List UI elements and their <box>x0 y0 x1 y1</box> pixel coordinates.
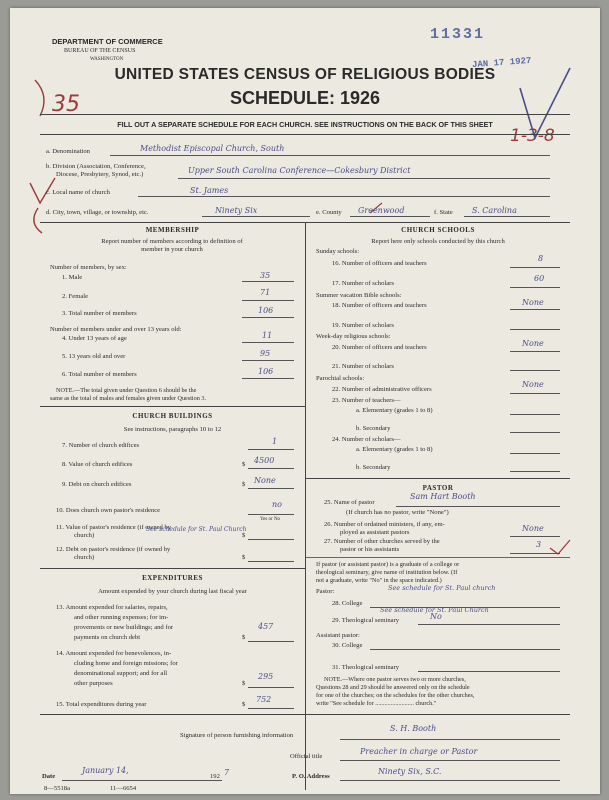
corner-pencil-mark: 1-3-8 <box>510 126 555 146</box>
bureau-name: BUREAU OF THE CENSUS <box>64 48 136 54</box>
division-value[interactable]: Upper South Carolina Conference—Cokesbury District <box>188 166 411 175</box>
q3-value[interactable]: 106 <box>258 306 274 315</box>
q13-label: 13. Amount expended for salaries, repairs, <box>56 604 168 611</box>
q9-dollar: $ <box>242 481 246 488</box>
members-by-sex-label: Number of members, by sex: <box>50 264 127 271</box>
q14-label: 14. Amount expended for benevolences, in- <box>56 650 172 657</box>
division-label-2: Diocese, Presbytery, Synod, etc.) <box>56 171 144 178</box>
q25-value[interactable]: Sam Hart Booth <box>410 492 476 501</box>
q2-value[interactable]: 71 <box>260 288 271 297</box>
q16-label: 16. Number of officers and teachers <box>332 260 427 267</box>
q16-value[interactable]: 8 <box>538 254 544 263</box>
city-label: d. City, town, village, or township, etc. <box>46 209 149 216</box>
local-name-value[interactable]: St. James <box>190 186 229 195</box>
members-by-age-label: Number of members under and over 13 years old: <box>50 326 182 333</box>
expenditures-heading: EXPENDITURES <box>142 574 203 582</box>
graduate-note-1: If pastor (or assistant pastor) is a graduate of a college or <box>316 561 460 568</box>
q9-label: 9. Debt on church edifices <box>62 481 132 488</box>
bureau-city: WASHINGTON <box>90 57 124 62</box>
department-name: DEPARTMENT OF COMMERCE <box>52 37 163 46</box>
q14-label-2: cluding home and foreign missions; for <box>74 660 178 667</box>
q10-value[interactable]: no <box>272 500 282 509</box>
weekday-schools-label: Week-day religious schools: <box>316 333 391 340</box>
denomination-value[interactable]: Methodist Episcopal Church, South <box>140 144 285 153</box>
membership-note-1: NOTE.—The total given under Question 6 should be the <box>56 387 197 394</box>
q17-value[interactable]: 60 <box>534 274 545 283</box>
received-date-stamp: JAN 17 1927 <box>471 55 532 71</box>
q11-value[interactable]: See schedule for St. Paul Church <box>146 526 247 533</box>
city-value[interactable]: Ninety Six <box>215 206 258 215</box>
q11-label-2: church) <box>74 532 95 539</box>
q27-value[interactable]: 3 <box>536 540 542 549</box>
q7-label: 7. Number of church edifices <box>62 442 140 449</box>
q9-value[interactable]: None <box>254 476 276 485</box>
q11-dollar: $ <box>242 532 246 539</box>
q28-label: 28. College <box>332 600 363 607</box>
q8-label: 8. Value of church edifices <box>62 461 133 468</box>
q4-label: 4. Under 13 years of age <box>62 335 127 342</box>
q7-value[interactable]: 1 <box>272 437 278 446</box>
q25-label: 25. Name of pastor <box>324 499 375 506</box>
denomination-label: a. Denomination <box>46 148 90 155</box>
county-label: e. County <box>316 209 342 216</box>
q24-label: 24. Number of scholars— <box>332 436 401 443</box>
q14-label-3: denominational support; and for all <box>74 670 168 677</box>
official-title-label: Official title <box>290 753 323 760</box>
q14-label-4: other purposes <box>74 680 113 687</box>
q13-value[interactable]: 457 <box>258 622 274 631</box>
county-value[interactable]: Greenwood <box>358 206 405 215</box>
sunday-schools-label: Sunday schools: <box>316 248 360 255</box>
membership-intro-1: Report number of members according to definition of <box>101 238 243 245</box>
q5-value[interactable]: 95 <box>260 349 271 358</box>
q12-label-2: church) <box>74 554 95 561</box>
date-value[interactable]: January 14, <box>82 766 129 775</box>
q27-label: 27. Number of other churches served by the <box>324 538 440 545</box>
assistant-pastor-subheading: Assistant pastor: <box>316 632 360 639</box>
form-title: UNITED STATES CENSUS OF RELIGIOUS BODIES <box>114 66 496 83</box>
q4-value[interactable]: 11 <box>262 331 273 340</box>
schedule-year-title: SCHEDULE: 1926 <box>229 88 381 108</box>
q23-label: 23. Number of teachers— <box>332 397 401 404</box>
pastor-subheading: Pastor: <box>316 588 335 595</box>
buildings-heading: CHURCH BUILDINGS <box>132 412 213 420</box>
q12-label: 12. Debt on pastor's residence (if owned by <box>56 546 171 553</box>
census-schedule-sheet <box>10 8 600 794</box>
schools-heading: CHURCH SCHOOLS <box>401 226 475 234</box>
q21-label: 21. Number of scholars <box>332 363 394 370</box>
po-address-value[interactable]: Ninety Six, S.C. <box>378 767 442 776</box>
pastor-note-4: write "See schedule for ......................... church." <box>316 700 437 707</box>
schools-intro: Report here only schools conducted by this church <box>371 238 505 245</box>
q23a-label: a. Elementary (grades 1 to 8) <box>356 407 433 414</box>
q6-label: 6. Total number of members <box>62 371 137 378</box>
date-label: Date <box>42 773 56 780</box>
summer-schools-label: Summer vacation Bible schools: <box>316 292 402 299</box>
q1-value[interactable]: 35 <box>260 271 271 280</box>
q17-label: 17. Number of scholars <box>332 280 394 287</box>
q13-dollar: $ <box>242 634 246 641</box>
q22-value[interactable]: None <box>522 380 544 389</box>
q28-value[interactable]: See schedule for St. Paul Church <box>380 606 489 614</box>
pastor-note-2: Questions 28 and 29 should be answered only on the schedule <box>316 684 470 691</box>
pastor-heading: PASTOR <box>422 484 454 492</box>
q26-value[interactable]: None <box>522 524 544 533</box>
q30-label: 30. College <box>332 642 363 649</box>
signature-value[interactable]: S. H. Booth <box>390 724 437 733</box>
membership-intro-2: member in your church <box>141 246 203 253</box>
q13-label-4: payments on church debt <box>74 634 141 641</box>
q15-value[interactable]: 752 <box>256 695 272 704</box>
form-number: 8—5518a <box>44 785 71 792</box>
margin-number-mark: 35 <box>52 92 80 117</box>
graduate-note-2: theological seminary, give name of institution below. (If <box>316 569 458 576</box>
q15-dollar: $ <box>242 701 246 708</box>
q24a-label: a. Elementary (grades 1 to 8) <box>356 446 433 453</box>
serial-number-stamp: 11331 <box>430 26 486 43</box>
q6-value[interactable]: 106 <box>258 367 274 376</box>
membership-note-2: same as the total of males and females given under Question 3. <box>50 395 207 402</box>
q20-value[interactable]: None <box>522 339 544 348</box>
q31-label: 31. Theological seminary <box>332 664 400 671</box>
po-address-label: P. O. Address <box>292 773 330 780</box>
q18-value[interactable]: None <box>522 298 544 307</box>
signature-label: Signature of person furnishing information <box>180 732 294 739</box>
year-value[interactable]: 7 <box>224 768 230 777</box>
q15-label: 15. Total expenditures during year <box>56 701 147 708</box>
q23b-label: b. Secondary <box>356 425 391 432</box>
q29-value[interactable]: No <box>430 612 442 621</box>
division-label: b. Division (Association, Conference, <box>46 163 146 170</box>
membership-heading: MEMBERSHIP <box>145 226 200 234</box>
expenditures-subheading: Amount expended by your church during last fiscal year <box>98 588 247 595</box>
column-divider <box>305 222 306 790</box>
q19-label: 19. Number of scholars <box>332 322 394 329</box>
q12-dollar: $ <box>242 554 246 561</box>
q10-label: 10. Does church own pastor's residence <box>56 507 161 514</box>
q26-label-2: ployed as assistant pastors <box>340 529 410 536</box>
q5-label: 5. 13 years old and over <box>62 353 126 360</box>
q3-label: 3. Total number of members <box>62 310 137 317</box>
q14-value[interactable]: 295 <box>258 672 274 681</box>
year-prefix: 192 <box>210 773 220 780</box>
graduate-note-3: not a graduate, write "No" in the space indicated.) <box>316 577 442 584</box>
yes-no-hint: Yes or No <box>260 517 281 522</box>
local-name-label: c. Local name of church <box>46 189 110 196</box>
buildings-subheading: See instructions, paragraphs 10 to 12 <box>123 426 222 433</box>
parochial-schools-label: Parochial schools: <box>316 375 365 382</box>
q26-label: 26. Number of ordained ministers, if any, em- <box>324 521 445 528</box>
q1-label: 1. Male <box>62 274 83 281</box>
q8-value[interactable]: 4500 <box>254 456 275 465</box>
pastor-note-1: NOTE.—Where one pastor serves two or more churches, <box>324 676 466 683</box>
q24b-label: b. Secondary <box>356 464 391 471</box>
q27-label-2: pastor or his assistants <box>340 546 400 553</box>
pastor-see-schedule-note[interactable]: See schedule for St. Paul church <box>388 584 496 592</box>
q2-label: 2. Female <box>62 293 89 300</box>
q11-label: 11. Value of pastor's residence (if owned by <box>56 524 172 531</box>
q18-label: 18. Number of officers and teachers <box>332 302 427 309</box>
q13-label-2: and other running expenses; for im- <box>74 614 169 621</box>
q13-label-3: provements or new buildings; and for <box>74 624 174 631</box>
state-value[interactable]: S. Carolina <box>472 206 517 215</box>
q20-label: 20. Number of officers and teachers <box>332 344 427 351</box>
pastor-note-3: for one of the churches; on the schedules for the other churches, <box>316 692 475 699</box>
separate-schedule-instruction: FILL OUT A SEPARATE SCHEDULE FOR EACH CHURCH. SEE INSTRUCTIONS ON THE BACK OF THIS SHEET <box>117 120 493 129</box>
q22-label: 22. Number of administrative officers <box>332 386 432 393</box>
q29-label: 29. Theological seminary <box>332 617 400 624</box>
q14-dollar: $ <box>242 680 246 687</box>
official-title-value[interactable]: Preacher in charge or Pastor <box>360 747 478 756</box>
q25-note: (If church has no pastor, write "None") <box>346 509 449 516</box>
q8-dollar: $ <box>242 461 246 468</box>
printer-number: 11—6654 <box>110 785 137 792</box>
state-label: f. State <box>434 209 453 216</box>
